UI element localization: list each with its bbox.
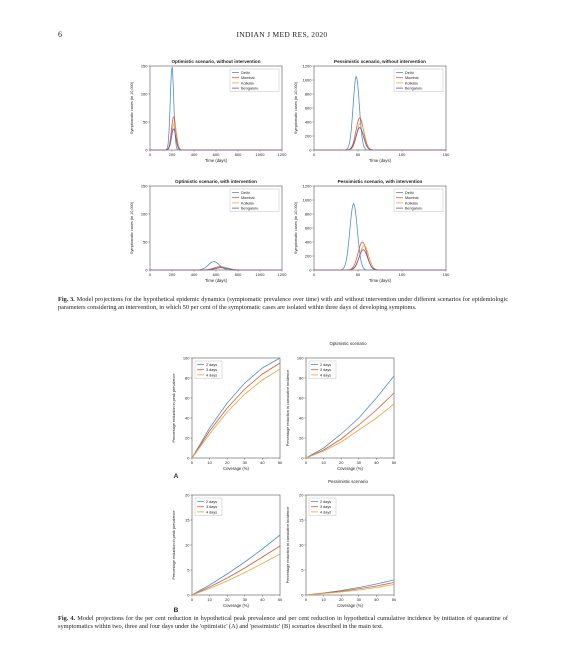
x-tick-label: 600 <box>212 152 220 157</box>
x-tick-label: 50 <box>391 597 397 602</box>
series-line <box>314 118 446 150</box>
y-axis-label: Symptomatic cases (in 10,000) <box>294 201 298 255</box>
x-tick-label: 400 <box>190 272 198 277</box>
y-tick-label: 10 <box>185 542 190 548</box>
y-tick-label: 5 <box>187 567 190 573</box>
x-tick-label: 30 <box>242 597 248 602</box>
y-tick-label: 1000 <box>302 197 312 203</box>
series-line <box>192 369 280 458</box>
legend-label: Kolkata <box>405 81 418 86</box>
y-tick-label: 0 <box>145 147 148 153</box>
x-tick-label: 0 <box>312 272 316 277</box>
legend-label: Kolkata <box>241 81 254 86</box>
x-axis-label: Time (days) <box>205 158 227 163</box>
legend-label: Bengaluru <box>405 86 423 91</box>
legend-label: Delhi <box>241 70 250 75</box>
y-tick-label: 50 <box>143 239 148 245</box>
x-tick-label: 50 <box>355 152 361 157</box>
y-axis-label: Percentage reduction in peak prevalence <box>172 373 176 443</box>
page-number: 6 <box>58 30 62 39</box>
x-tick-label: 50 <box>355 272 361 277</box>
x-tick-label: 30 <box>356 597 362 602</box>
y-tick-label: 0 <box>301 592 304 598</box>
journal-header: INDIAN J MED RES, 2020 <box>236 30 328 39</box>
fig4-caption-label: Fig. 4. <box>58 615 76 622</box>
y-tick-label: 60 <box>185 395 190 401</box>
y-axis-label: Percentage reduction in cumulative incidence <box>286 369 290 447</box>
legend-label: Bengaluru <box>241 86 259 91</box>
optimistic-scenario-title: Optimistic scenario <box>329 341 367 346</box>
x-tick-label: 1200 <box>277 272 287 277</box>
x-tick-label: 0 <box>312 152 316 157</box>
x-tick-label: 400 <box>190 152 198 157</box>
y-axis-label: Symptomatic cases (in 10,000) <box>294 81 298 135</box>
legend-label: Kolkata <box>241 201 254 206</box>
fig4-caption-text: Model projections for the per cent reduction in hypothetical peak prevalence and per cent reduction in hypothetical cumulative incidence by initiation of quarantine of symptomatics within two, three and four days under the 'optimistic' (A) and 'pessimistic' (B) scenarios described in the main text. <box>58 615 508 630</box>
y-tick-label: 15 <box>185 517 190 523</box>
y-axis-label: Percentage reduction in peak prevalence <box>172 510 176 580</box>
x-tick-label: 30 <box>242 460 248 465</box>
fig4-caption <box>58 615 508 630</box>
legend-label: Delhi <box>241 190 250 195</box>
legend-label: 4 days <box>206 373 218 378</box>
series-line <box>314 242 446 270</box>
y-tick-label: 150 <box>140 63 148 69</box>
series-line <box>306 404 394 458</box>
x-axis-label: Coverage (%) <box>337 466 363 471</box>
y-tick-label: 600 <box>304 105 312 111</box>
legend-label: 3 days <box>320 368 332 373</box>
legend-label: 4 days <box>320 373 332 378</box>
x-tick-label: 20 <box>338 597 344 602</box>
y-tick-label: 15 <box>299 517 304 523</box>
y-tick-label: 1200 <box>302 63 312 69</box>
x-tick-label: 600 <box>212 272 220 277</box>
x-axis-label: Coverage (%) <box>223 466 249 471</box>
x-axis-label: Time (days) <box>369 158 391 163</box>
x-tick-label: 0 <box>304 460 308 465</box>
x-tick-label: 1000 <box>255 152 265 157</box>
chart-title: Optimistic scenario, with intervention <box>175 179 257 184</box>
x-tick-label: 30 <box>356 460 362 465</box>
y-tick-label: 0 <box>309 147 312 153</box>
x-axis-label: Time (days) <box>369 278 391 283</box>
x-axis-label: Time (days) <box>205 278 227 283</box>
x-axis-label: Coverage (%) <box>337 603 363 608</box>
y-tick-label: 0 <box>301 455 304 461</box>
pessimistic-scenario-title: Pessimistic scenario <box>328 479 368 484</box>
y-tick-label: 20 <box>185 435 190 441</box>
chart-title: Pessimistic scenario, with intervention <box>337 179 423 184</box>
y-tick-label: 1200 <box>302 183 312 189</box>
series-line <box>314 250 446 270</box>
x-axis-label: Coverage (%) <box>223 603 249 608</box>
x-tick-label: 0 <box>190 460 194 465</box>
x-tick-label: 10 <box>207 597 212 602</box>
y-tick-label: 20 <box>299 435 304 441</box>
legend-label: Bengaluru <box>241 206 259 211</box>
series-line <box>306 580 394 595</box>
y-tick-label: 0 <box>187 592 190 598</box>
legend-label: 4 days <box>206 510 218 515</box>
panel-label-B: B <box>173 607 179 614</box>
fig3-caption-label: Fig. 3. <box>58 296 75 303</box>
series-line <box>150 268 282 270</box>
y-tick-label: 400 <box>304 119 312 125</box>
y-tick-label: 100 <box>140 91 148 97</box>
x-tick-label: 0 <box>148 152 152 157</box>
x-tick-label: 40 <box>374 460 379 465</box>
y-tick-label: 40 <box>185 415 190 421</box>
x-tick-label: 40 <box>374 597 379 602</box>
y-axis-label: Symptomatic cases (in 10,000) <box>130 81 134 135</box>
x-tick-label: 100 <box>398 152 406 157</box>
series-line <box>314 204 446 271</box>
x-tick-label: 50 <box>391 460 397 465</box>
x-tick-label: 0 <box>148 272 152 277</box>
x-tick-label: 800 <box>234 152 242 157</box>
y-tick-label: 20 <box>185 492 190 498</box>
y-tick-label: 10 <box>299 542 304 548</box>
legend-label: 2 days <box>320 362 332 367</box>
x-tick-label: 40 <box>260 597 265 602</box>
x-tick-label: 1000 <box>255 272 265 277</box>
x-tick-label: 0 <box>304 597 308 602</box>
y-tick-label: 150 <box>140 183 148 189</box>
y-tick-label: 1000 <box>302 77 312 83</box>
x-tick-label: 200 <box>168 272 176 277</box>
y-tick-label: 800 <box>304 91 312 97</box>
legend-label: 2 days <box>320 499 332 504</box>
legend-label: Mumbai <box>241 196 255 201</box>
x-tick-label: 10 <box>207 460 212 465</box>
x-tick-label: 10 <box>321 597 326 602</box>
y-tick-label: 800 <box>304 211 312 217</box>
y-tick-label: 100 <box>140 211 148 217</box>
legend-label: Mumbai <box>405 76 419 81</box>
series-line <box>314 123 446 150</box>
legend-label: Mumbai <box>405 196 419 201</box>
series-line <box>314 246 446 270</box>
fig3-caption <box>58 296 508 311</box>
y-axis-label: Symptomatic cases (in 10,000) <box>130 201 134 255</box>
x-tick-label: 800 <box>234 272 242 277</box>
series-line <box>306 376 394 458</box>
y-tick-label: 100 <box>296 355 304 361</box>
x-tick-label: 150 <box>442 272 450 277</box>
series-line <box>314 128 446 150</box>
series-line <box>192 535 280 595</box>
y-axis-label: Percentage reduction in cumulative incidence <box>286 506 290 584</box>
y-tick-label: 60 <box>299 395 304 401</box>
legend-label: 2 days <box>206 362 218 367</box>
fig3-caption-text: Model projections for the hypothetical epidemic dynamics (symptomatic prevalence over time) with and without intervention under different scenarios for epidemiologic parameters considering an intervention, in which 50 per cent of the symptomatic cases are isolated within three days of developing symptoms. <box>58 296 508 311</box>
y-tick-label: 0 <box>187 455 190 461</box>
y-tick-label: 40 <box>299 415 304 421</box>
legend-label: 3 days <box>206 505 218 510</box>
series-line <box>150 129 282 150</box>
legend-label: 4 days <box>320 510 332 515</box>
legend-label: Bengaluru <box>405 206 423 211</box>
chart-title: Optimistic scenario, without intervention <box>171 59 261 64</box>
y-tick-label: 200 <box>304 133 312 139</box>
y-tick-label: 100 <box>182 355 190 361</box>
x-tick-label: 100 <box>398 272 406 277</box>
x-tick-label: 0 <box>190 597 194 602</box>
legend-label: 3 days <box>320 505 332 510</box>
x-tick-label: 10 <box>321 460 326 465</box>
x-tick-label: 50 <box>277 597 283 602</box>
y-tick-label: 200 <box>304 253 312 259</box>
chart-title: Pessimistic scenario, without intervention <box>334 59 426 64</box>
x-tick-label: 20 <box>338 460 344 465</box>
x-tick-label: 50 <box>277 460 283 465</box>
legend-label: Mumbai <box>241 76 255 81</box>
y-tick-label: 20 <box>299 492 304 498</box>
x-tick-label: 200 <box>168 152 176 157</box>
y-tick-label: 80 <box>299 375 304 381</box>
y-tick-label: 50 <box>143 119 148 125</box>
y-tick-label: 0 <box>145 267 148 273</box>
x-tick-label: 20 <box>224 597 230 602</box>
legend-label: Delhi <box>405 70 414 75</box>
x-tick-label: 20 <box>224 460 230 465</box>
legend-label: Delhi <box>405 190 414 195</box>
x-tick-label: 40 <box>260 460 265 465</box>
y-tick-label: 80 <box>185 375 190 381</box>
legend-label: Kolkata <box>405 201 418 206</box>
legend-label: 2 days <box>206 499 218 504</box>
y-tick-label: 0 <box>309 267 312 273</box>
x-tick-label: 150 <box>442 152 450 157</box>
y-tick-label: 5 <box>301 567 304 573</box>
x-tick-label: 1200 <box>277 152 287 157</box>
y-tick-label: 400 <box>304 239 312 245</box>
y-tick-label: 600 <box>304 225 312 231</box>
legend-label: 3 days <box>206 368 218 373</box>
panel-label-A: A <box>173 473 179 480</box>
